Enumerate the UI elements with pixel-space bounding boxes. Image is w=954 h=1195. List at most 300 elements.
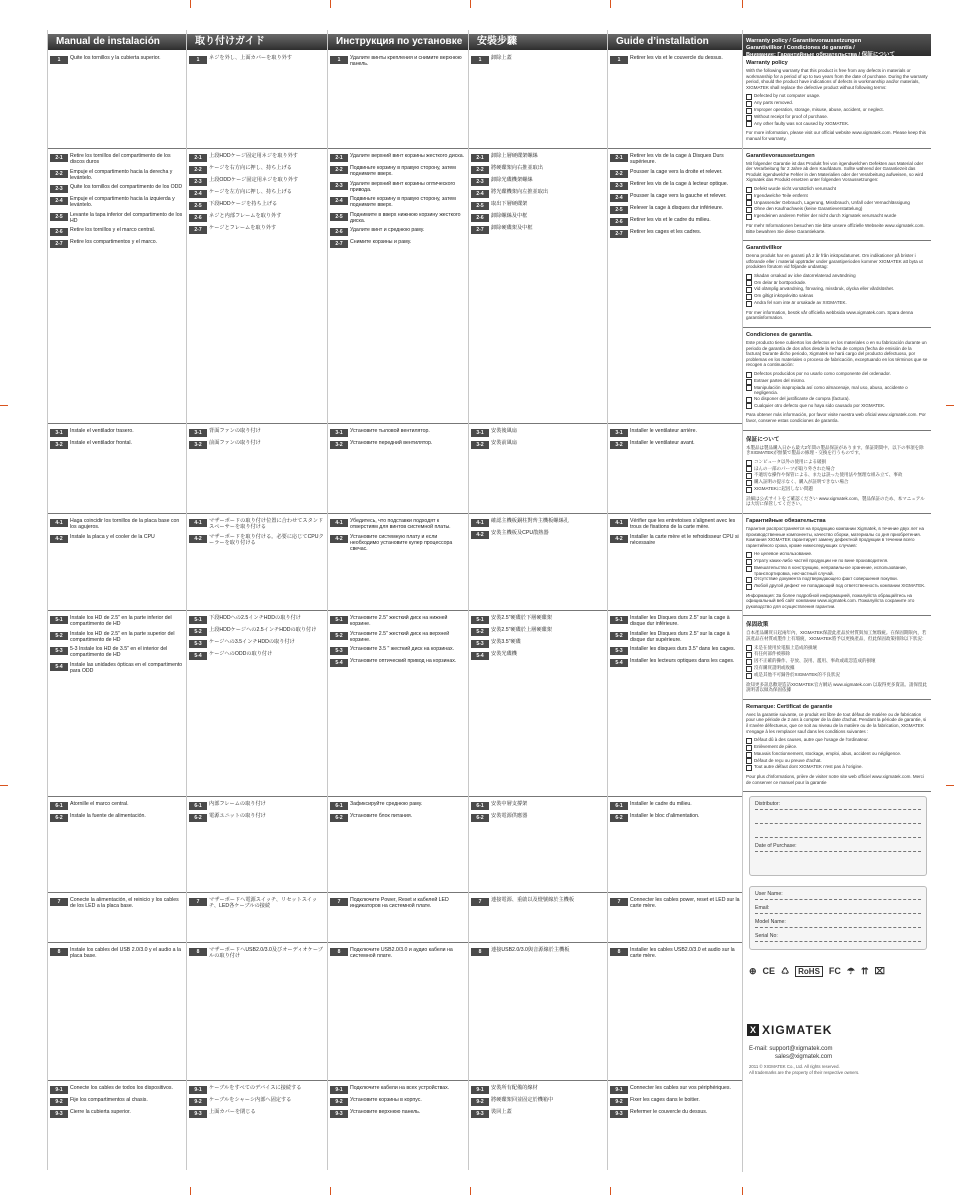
step-row: [610, 440, 741, 449]
warranty-exclusion-text: Manipulación inapropiada así como almacenaje, mal uso, abuso, accidente o negligencia.: [754, 384, 908, 396]
step-number: 5-2: [330, 632, 348, 640]
step-section: [328, 148, 469, 251]
step-number: 2-2: [330, 166, 348, 174]
step-section: [469, 52, 608, 67]
brand-name: XIGMATEK: [762, 1023, 833, 1038]
step-row: [610, 534, 741, 547]
column-title: Manual de instalación: [48, 34, 187, 50]
step-row: [471, 1085, 606, 1094]
step-number: 9-3: [471, 1110, 489, 1118]
step-number: 5-1: [50, 616, 68, 624]
step-text: Подключите USB2.0/3.0 и аудио кабели на системной плате.: [350, 947, 453, 960]
step-text: 將光碟機架向左推並取出: [491, 189, 549, 195]
step-row: [189, 627, 326, 636]
ul-mark-icon: ⊕: [749, 965, 757, 976]
step-row: [189, 801, 326, 810]
step-text: ケージへのODDの取り付け: [209, 651, 273, 657]
step-row: [610, 1085, 741, 1094]
copyright-line: 2011 © XIGMATEK Co., Ltd. All rights reserved.: [749, 1064, 840, 1070]
step-text: 安裝電源供應器: [491, 813, 528, 819]
crop-mark: [0, 785, 8, 786]
step-text: 裝回上蓋: [491, 1109, 512, 1115]
warranty-exclusion-item: [746, 576, 928, 583]
recycle-icon: ♺: [781, 965, 790, 976]
step-row: [471, 651, 606, 660]
step-section: [328, 423, 469, 452]
step-row: [330, 196, 467, 209]
step-number: 3-2: [471, 441, 489, 449]
checkbox-icon: [746, 187, 752, 193]
column-chinese: [468, 30, 608, 1170]
step-row: [610, 646, 741, 655]
step-row: [610, 205, 741, 214]
step-row: [471, 153, 606, 162]
warranty-exclusion-text: 有任何部件被移除: [754, 651, 790, 657]
step-text: Зафиксируйте среднюю раму.: [350, 801, 423, 807]
step-text: 安裝2.5"硬碟於下層硬碟架: [491, 615, 552, 621]
step-number: 6-1: [50, 802, 68, 810]
step-row: [50, 801, 185, 810]
warranty-exclusion-item: [746, 403, 928, 410]
step-text: マザーボードへ電源スイッチ、リセットスイッチ、LED各ケーブルの接続: [209, 897, 318, 910]
column-title: Инструкция по установке: [328, 34, 469, 50]
step-number: 5-2: [471, 628, 489, 636]
step-row: [330, 181, 467, 194]
step-number: 4-1: [50, 519, 68, 527]
checkbox-icon: [746, 115, 752, 121]
step-number: 7: [471, 898, 489, 906]
checkbox-icon: [746, 403, 752, 409]
warranty-exclusion-item: [746, 213, 928, 220]
warranty-section: [743, 241, 931, 328]
support-email[interactable]: E-mail: support@xigmatek.com: [749, 1046, 833, 1053]
step-number: 5-3: [330, 647, 348, 655]
step-row: [330, 428, 467, 437]
step-number: 1: [330, 56, 348, 64]
step-text: ケーブルをすべてのデバイスに接続する: [209, 1085, 302, 1091]
step-number: 2-7: [610, 230, 628, 238]
step-section: [608, 513, 743, 549]
serial-no-field[interactable]: Serial No:: [755, 932, 921, 942]
crop-mark: [470, 0, 471, 8]
warranty-sections: [743, 56, 931, 792]
column-title: 安裝步驟: [469, 34, 608, 50]
step-number: 5-3: [610, 647, 628, 655]
step-row: [50, 662, 185, 675]
step-row: [610, 518, 741, 531]
step-text: 連接電源、重啟以及燈號線於主機板: [491, 897, 575, 903]
step-number: 2-7: [330, 240, 348, 248]
warranty-outro: For more information, please visit our official website www.xigmatek.com. Please keep this manual for warranty.: [746, 130, 926, 141]
checkbox-icon: [746, 94, 752, 100]
step-number: 5-2: [610, 632, 628, 640]
step-section: [328, 52, 469, 71]
step-text: 卸除螺絲及中框: [491, 213, 528, 219]
step-number: 2-5: [330, 213, 348, 221]
step-number: 1: [50, 56, 68, 64]
step-text: Installer les disques durs 3.5" dans les cages.: [630, 646, 736, 653]
user-name-field[interactable]: User Name:: [755, 890, 921, 900]
step-section: [187, 52, 328, 67]
step-row: [50, 518, 185, 531]
step-number: 5-3: [471, 640, 489, 648]
step-number: 4-2: [330, 535, 348, 543]
step-number: 6-1: [471, 802, 489, 810]
step-row: [189, 189, 326, 198]
step-row: [330, 534, 467, 553]
step-number: 5-4: [330, 659, 348, 667]
warranty-section: [743, 56, 931, 149]
step-row: [471, 615, 606, 624]
crop-mark: [330, 0, 331, 8]
step-text: Retirer les vis et le cadre du milieu.: [630, 216, 711, 223]
step-text: Удалите верхний винт корзины оптического привода.: [350, 180, 456, 193]
step-row: [610, 615, 741, 628]
step-number: 2-6: [471, 214, 489, 222]
step-row: [50, 534, 185, 543]
user-box: [749, 886, 927, 950]
warranty-exclusion-text: Extraer partes del mismo.: [754, 377, 806, 383]
step-row: [189, 1109, 326, 1118]
warranty-intro: Гарантия распространяется на продукцию компании Xigmatek, в течение двух лет на производственные компоненты, качество сборки, материалы со дня приобретения. Компания XIGMATEK гарантирует замену дефектной продукции в течении всего гарантийного срока, кроме нижеследующих случаев:: [746, 525, 924, 548]
step-row: [50, 897, 185, 910]
step-number: 7: [610, 898, 628, 906]
step-row: [471, 189, 606, 198]
step-number: 6-2: [189, 814, 207, 822]
step-row: [330, 615, 467, 628]
step-text: Установите верхнюю панель.: [350, 1109, 421, 1115]
step-row: [610, 229, 741, 238]
warranty-exclusion-text: XIGMATEKに起因しない問題: [754, 485, 813, 491]
warranty-exclusion-text: Вмешательство в конструкцию, неправильное хранение, использование, транспортировка, несчастный случай.: [754, 564, 907, 576]
step-number: 6-2: [610, 814, 628, 822]
step-text: マザーボードの取り付け位置に合わせてスタンドスペーサーを取り付ける: [209, 518, 324, 531]
step-text: Retirer les vis de la cage à Disques Durs supérieure.: [630, 153, 724, 166]
step-section: [608, 942, 743, 963]
step-number: 2-1: [610, 154, 628, 162]
step-number: 8: [189, 948, 207, 956]
ce-mark: CE: [762, 966, 776, 977]
warranty-exclusion-item: [746, 121, 928, 128]
step-row: [50, 1097, 185, 1106]
step-text: 安裝所有配備的線材: [491, 1085, 538, 1091]
step-row: [330, 1097, 467, 1106]
step-number: 4-1: [471, 519, 489, 527]
step-number: 2-2: [50, 170, 68, 178]
step-number: 2-5: [471, 202, 489, 210]
step-text: ケージとフレームを取り外す: [209, 225, 277, 231]
step-text: Подключите кабели на всех устройствах.: [350, 1085, 450, 1091]
step-number: 5-2: [50, 632, 68, 640]
warranty-exclusion-item: [746, 107, 928, 114]
step-number: 9-3: [330, 1110, 348, 1118]
step-text: ネジを外し、上面カバーを取り外す: [209, 55, 293, 61]
step-text: Установите корзины в корпус.: [350, 1097, 422, 1103]
checkbox-icon: [746, 765, 752, 771]
warranty-exclusion-text: ほんの一部のパーツが取り外された場合: [754, 465, 835, 471]
step-number: 2-3: [610, 182, 628, 190]
warranty-exclusion-item: [746, 751, 928, 758]
distributor-field[interactable]: Distributor:: [755, 800, 921, 810]
step-text: Conecte los cables de todos los dispositivos.: [70, 1085, 173, 1091]
step-number: 2-4: [50, 197, 68, 205]
step-number: 2-6: [610, 218, 628, 226]
step-row: [471, 518, 606, 527]
warranty-exclusion-text: Не целевое использование.: [754, 551, 813, 557]
warranty-exclusion-text: Any parts removed.: [754, 100, 794, 106]
checkbox-icon: [746, 397, 752, 403]
step-section: [187, 796, 328, 825]
step-text: マザーボードへUSB2.0/3.0及びオーディオケーブルの取り付け: [209, 947, 323, 960]
step-row: [610, 658, 741, 667]
step-row: [610, 217, 741, 226]
warranty-exclusion-text: 不適切な操作や保管による、または誤った使用法や無理な組み立て、事故: [754, 472, 903, 478]
step-row: [189, 225, 326, 234]
step-row: [610, 1109, 741, 1118]
checkbox-icon: [746, 584, 752, 590]
step-text: Подключите Power, Reset и кабелей LED индикаторов на системной плате.: [350, 897, 449, 910]
step-section: [48, 796, 187, 825]
warranty-exclusion-item: [746, 486, 928, 493]
warranty-exclusion-text: Défaut dû à des causes, autre que l'usage de l'ordinateur.: [754, 737, 869, 743]
step-text: 内部フレームの取り付け: [209, 801, 266, 807]
email-field[interactable]: Email:: [755, 904, 921, 914]
step-section: [608, 423, 743, 452]
step-text: Fixer les cages dans le boitier.: [630, 1097, 700, 1103]
step-row: [189, 1097, 326, 1106]
step-number: 5-4: [471, 652, 489, 660]
checkbox-icon: [746, 666, 752, 672]
step-section: [469, 610, 608, 663]
warranty-exclusion-text: Without receipt for proof of purchase.: [754, 113, 829, 119]
warranty-section-title: Garantivillkor: [746, 245, 783, 252]
crop-mark: [190, 0, 191, 8]
warranty-section-title: 保証について: [746, 436, 780, 443]
step-number: 2-4: [610, 194, 628, 202]
checkbox-icon: [746, 652, 752, 658]
crop-mark: [190, 1187, 191, 1195]
step-number: 2-3: [471, 178, 489, 186]
step-number: 4-2: [471, 531, 489, 539]
warranty-exclusion-text: Irgendeinen anderen Fehler der nicht durch Xigmatek verursacht wurde: [754, 213, 897, 219]
distributor-field-line[interactable]: [755, 814, 921, 824]
step-row: [189, 213, 326, 222]
step-section: [469, 892, 608, 909]
step-text: Quite los tornillos del compartimento de los ODD: [70, 184, 183, 191]
step-row: [330, 897, 467, 910]
column-french: [607, 30, 743, 1170]
warranty-exclusion-item: [746, 565, 928, 576]
step-row: [471, 440, 606, 449]
warranty-header-line: Warranty policy / Garantievoraussetzungen: [746, 38, 862, 44]
copyright-line: All trademarks are the property of their respective owners.: [749, 1069, 860, 1075]
step-text: Установите 3.5 " жесткий диск на корзинах.: [350, 646, 455, 653]
warranty-exclusion-item: [746, 273, 928, 280]
step-number: 2-3: [189, 178, 207, 186]
step-row: [471, 177, 606, 186]
step-row: [50, 212, 185, 225]
step-number: 9-3: [610, 1110, 628, 1118]
step-row: [610, 631, 741, 644]
step-number: 4-2: [610, 535, 628, 543]
step-number: 7: [330, 898, 348, 906]
checkbox-icon: [746, 280, 752, 286]
step-text: Instale el ventilador trasero.: [70, 428, 134, 434]
checkbox-icon: [746, 207, 752, 213]
step-row: [471, 165, 606, 174]
step-number: 4-1: [330, 519, 348, 527]
step-row: [471, 947, 606, 956]
warranty-intro: Avec la garantie suivante, ce produit est libre de tout défaut de matière ou de fabrication pour une période de 2 ans à compter de la date d'achat. Pendant la période de garantie, si il s'avère défectueux, que ce soit au niveau de la matière ou de la fabrication, XIGMATEK s'engage à les remplacer sauf dans les conditions suivantes :: [746, 711, 927, 734]
step-text: 安裝主機板及CPU散熱器: [491, 530, 549, 536]
step-section: [187, 942, 328, 963]
checkbox-icon: [746, 752, 752, 758]
registration-form: [749, 796, 927, 950]
warranty-exclusion-text: Утрату каких-либо частей продукции не по вине производителя.: [754, 558, 889, 564]
step-number: 6-2: [330, 814, 348, 822]
step-number: 9-3: [50, 1110, 68, 1118]
brand-logo: [747, 1022, 931, 1038]
step-row: [189, 165, 326, 174]
step-number: 3-1: [50, 429, 68, 437]
step-row: [330, 1085, 467, 1094]
warranty-exclusion-text: Defected by not computer usage.: [754, 93, 821, 99]
checkbox-icon: [746, 473, 752, 479]
warranty-header-line: Garantivillkor / Condiciones de garantía /: [746, 45, 855, 51]
step-row: [189, 947, 326, 960]
crop-mark: [610, 0, 611, 8]
step-row: [50, 947, 185, 960]
checkbox-icon: [746, 287, 752, 293]
step-text: Instale los HD de 2.5" en la parte inferior del compartimento de HD: [70, 615, 172, 628]
warranty-exclusion-item: [746, 764, 928, 771]
warranty-exclusion-text: Defectos producidos por no usarlo como componente del ordenador.: [754, 371, 891, 377]
step-row: [50, 55, 185, 64]
step-row: [610, 153, 741, 166]
weee-bin-icon: ⌧: [874, 965, 885, 976]
step-text: Instale la fuente de alimentación.: [70, 813, 146, 819]
warranty-exclusion-item: [746, 378, 928, 385]
checkbox-icon: [746, 645, 752, 651]
checkbox-icon: [746, 659, 752, 665]
step-section: [187, 513, 328, 549]
step-number: 2-3: [50, 185, 68, 193]
step-text: ケージを左方向に押し、持ち上げる: [209, 189, 292, 195]
step-row: [50, 615, 185, 628]
step-text: Снимите корзины и раму.: [350, 239, 412, 246]
step-text: 安裝後風扇: [491, 428, 517, 434]
step-section: [608, 610, 743, 670]
purchase-date-field[interactable]: Date of Purchase:: [755, 842, 921, 852]
step-number: 8: [50, 948, 68, 956]
step-text: Установите 2.5" жесткий диск на верхней корзине.: [350, 630, 450, 643]
step-row: [50, 631, 185, 644]
step-text: 連接USB2.0/3.0與音源線於主機板: [491, 947, 570, 953]
step-number: 2-1: [330, 154, 348, 162]
step-row: [471, 213, 606, 222]
step-row: [330, 801, 467, 810]
warranty-exclusion-item: [746, 100, 928, 107]
step-text: Убедитесь, что подставки подходят к отверстиям для винтов системной платы.: [350, 518, 451, 531]
step-text: 上面カバーを閉じる: [209, 1109, 256, 1115]
step-section: [469, 513, 608, 542]
step-text: Instale la placa y el cooler de la CPU: [70, 533, 155, 540]
warranty-exclusion-text: Improper operation, storage, misuse, abuse, accident, or neglect.: [754, 106, 884, 112]
step-section: [48, 423, 187, 452]
step-number: 4-1: [189, 519, 207, 527]
step-text: Установите блок питания.: [350, 813, 413, 819]
step-row: [50, 1109, 185, 1118]
checkbox-icon: [746, 466, 752, 472]
step-number: 1: [471, 56, 489, 64]
warranty-exclusion-item: [746, 558, 928, 565]
step-text: Installer le ventilateur arrière.: [630, 428, 697, 434]
step-number: 6-1: [189, 802, 207, 810]
step-text: 上段HDDケージ固定用ネジを取り外す: [209, 153, 298, 159]
step-text: Relever la cage à disques dur inférieure.: [630, 204, 724, 211]
step-section: [328, 892, 469, 913]
step-section: [469, 796, 608, 825]
step-text: 卸除光碟機架螺絲: [491, 177, 533, 183]
certification-marks: [749, 960, 931, 982]
crop-mark: [470, 1187, 471, 1195]
model-name-field[interactable]: Model Name:: [755, 918, 921, 928]
step-number: 5-4: [50, 663, 68, 671]
step-number: 8: [471, 948, 489, 956]
step-text: Installer les Disques durs 2.5" sur la cage à disque dur inférieure.: [630, 615, 730, 628]
step-text: Levante la tapa inferior del compartimento de los HD: [70, 211, 183, 225]
warranty-header-line: Внимание: Гарантийные обязательства / 保証について: [746, 52, 896, 58]
column-russian: [327, 30, 469, 1170]
step-row: [610, 428, 741, 437]
step-number: 2-2: [189, 166, 207, 174]
warranty-exclusion-item: [746, 665, 928, 672]
step-row: [610, 947, 741, 960]
step-row: [330, 55, 467, 68]
checkbox-icon: [746, 121, 752, 127]
step-row: [610, 801, 741, 810]
step-number: 5-3: [189, 640, 207, 648]
step-row: [50, 440, 185, 449]
distributor-field-line[interactable]: [755, 828, 921, 838]
step-row: [50, 169, 185, 182]
step-section: [48, 1080, 187, 1121]
step-number: 5-1: [189, 616, 207, 624]
step-text: 背面ファンの取り付け: [209, 428, 261, 434]
warranty-exclusion-text: Skadan orsakad av icke datorrelaterad användning: [754, 272, 856, 278]
checkbox-icon: [746, 758, 752, 764]
step-text: Empuje el compartimento hacia la derecha y levántelo.: [70, 168, 173, 181]
warranty-outro: Para obtener más información, por favor visite nuestra web oficial www.xigmatek.com. Por favor, conserve estas condiciones de garantía.: [746, 412, 926, 423]
step-text: 下段HDDケージを持ち上げる: [209, 201, 278, 207]
distributor-box: [749, 796, 927, 876]
step-text: Retirer les vis de la cage à lecteur optique.: [630, 180, 729, 187]
step-number: 9-1: [471, 1086, 489, 1094]
sales-email[interactable]: sales@xigmatek.com: [775, 1053, 833, 1060]
step-row: [189, 813, 326, 822]
checkbox-icon: [746, 200, 752, 206]
step-text: Instale las unidades ópticas en el compartimento para ODD: [70, 661, 183, 675]
step-text: Empuje el compartimento hacia la izquierda y levántelo.: [70, 196, 175, 209]
step-number: 5-4: [610, 659, 628, 667]
step-number: 3-2: [610, 441, 628, 449]
warranty-outro: För mer information, besök vår officiella webbsida www.xigmatek.com. Spara denna garantiinformation.: [746, 309, 913, 321]
step-row: [189, 639, 326, 648]
warranty-exclusion-item: [746, 206, 928, 213]
warranty-section-title: Гарантийные обязательства: [746, 517, 826, 524]
warranty-exclusion-text: Any other faulty was not caused by XIGMATEK.: [754, 120, 850, 126]
step-text: Quite los tornillos y la cubierta superior.: [70, 55, 161, 61]
